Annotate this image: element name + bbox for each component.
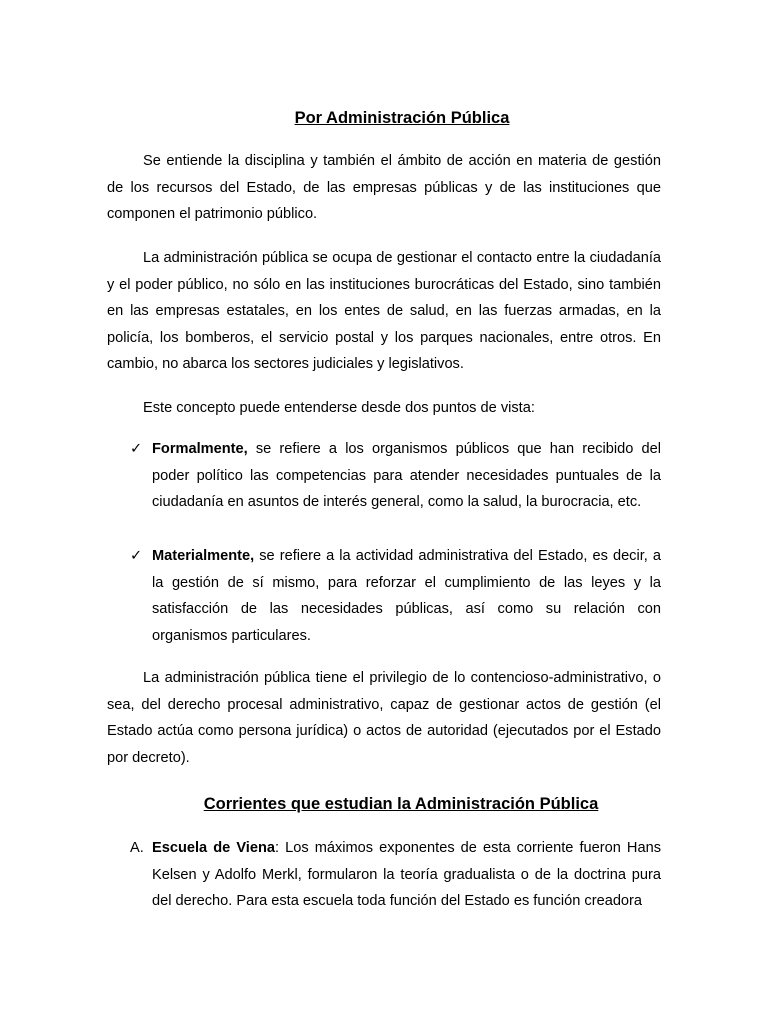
checklist-item-term: Formalmente, (152, 441, 248, 457)
lettered-list-item-body (152, 835, 661, 915)
paragraph-definition-text: Se entiende la disciplina y también el ámbito de acción en materia de gestión de los recursos del Estado, de las empresas públicas y de las instituciones que componen el patrimonio público. (107, 153, 661, 223)
paragraph-privilege (107, 665, 661, 771)
checkmark-icon: ✓ (130, 548, 143, 564)
paragraph-privilege-text: La administración pública tiene el privilegio de lo contencioso-administrativo, o sea, del derecho procesal administrativo, capaz de gestionar actos de gestión (el Estado actúa como persona jurídica) o actos de autoridad (ejecutados por el Estado por decreto). (107, 670, 661, 766)
checklist-item-term: Materialmente, (152, 548, 255, 564)
checkmark-icon: ✓ (130, 441, 143, 457)
paragraph-viewpoints-intro (107, 395, 661, 422)
lettered-list-item-text: : Los máximos exponentes de esta corriente fueron Hans Kelsen y Adolfo Merkl, formularon la teoría gradualista o de la doctrina pura del derecho. Para esta escuela toda función del Estado es función creadora (152, 840, 661, 910)
section-title: Corrientes que estudian la Administración Pública (203, 795, 599, 813)
list-letter-marker: A. (130, 840, 144, 856)
lettered-list-item-term: Escuela de Viena (152, 840, 275, 856)
checklist-item-body (152, 436, 661, 516)
paragraph-definition (107, 148, 661, 228)
paragraph-viewpoints-intro-text: Este concepto puede entenderse desde dos puntos de vista: (143, 400, 535, 416)
checklist-item-body (152, 543, 661, 649)
checklist-item-text: se refiere a la actividad administrativa del Estado, es decir, a la gestión de sí mismo, para reforzar el cumplimiento de las leyes y la satisfacción de las necesidades públicas, así como su relación con organismos particulares. (152, 548, 661, 644)
paragraph-scope (107, 245, 661, 378)
checklist-item-text: se refiere a los organismos públicos que han recibido del poder político las competencias para atender necesidades puntuales de la ciudadanía en asuntos de interés general, como la salud, la burocracia, etc. (152, 441, 661, 511)
document-title: Por Administración Pública (294, 109, 510, 127)
paragraph-scope-text: La administración pública se ocupa de gestionar el contacto entre la ciudadanía y el poder público, no sólo en las instituciones burocráticas del Estado, sino también en las empresas estatales, en los entes de salud, en las fuerzas armadas, en la policía, los bomberos, el servicio postal y los parques nacionales, entre otros. En cambio, no abarca los sectores judiciales y legislativos. (107, 250, 661, 373)
